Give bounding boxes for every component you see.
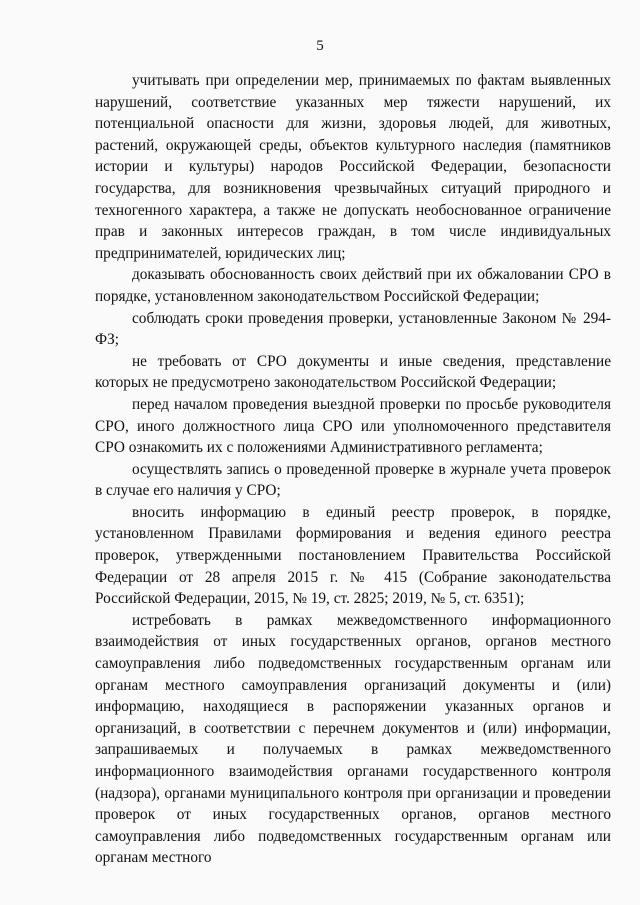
document-body	[95, 70, 611, 869]
paragraph: доказывать обоснованность своих действий при их обжаловании СРО в порядке, установленном законодательством Российской Федерации;	[95, 266, 611, 305]
paragraph: перед началом проведения выездной проверки по просьбе руководителя СРО, иного должностного лица СРО или уполномоченного представителя СРО ознакомить их с положениями Административного регламента;	[95, 395, 611, 457]
paragraph: осуществлять запись о проведенной проверке в журнале учета проверок в случае его наличия у СРО;	[95, 460, 611, 500]
paragraph: не требовать от СРО документы и иные сведения, представление которых не предусмотрено законодательством Российской Федерации;	[95, 352, 611, 392]
paragraph: вносить информацию в единый реестр проверок, в порядке, установленном Правилами формирования и ведения единого реестра проверок, утвержденными постановлением Правительства Российской Федерации от 28 апреля 2015 г. № 415 (Собрание законодательства Российской Федерации, 2015, № 19, ст. 2825; 2019, № 5, ст. 6351);	[95, 503, 611, 608]
page-number: 5	[316, 38, 324, 54]
paragraph: истребовать в рамках межведомственного информационного взаимодействия от иных государственных органов, органов местного самоуправления либо подведомственных государственным органам или органам местного самоуправления организаций документы и (или) информацию, находящиеся в распоряжении указанных органов и организаций, в соответствии с перечнем документов и (или) информации, запрашиваемых и получаемых в рамках межведомственного информационного взаимодействия органами государственного контроля (надзора), органами муниципального контроля при организации и проведении проверок от иных государственных органов, органов местного самоуправления либо подведомственных государственным органам или органам местного	[95, 611, 611, 867]
paragraph: соблюдать сроки проведения проверки, установленные Законом № 294-ФЗ;	[95, 309, 611, 349]
paragraph: учитывать при определении мер, принимаемых по фактам выявленных нарушений, соответствие указанных мер тяжести нарушений, их потенциальной опасности для жизни, здоровья людей, для животных, растений, окружающей среды, объектов культурного наследия (памятников истории и культуры) народов Российской Федерации, безопасности государства, для возникновения чрезвычайных ситуаций природного и техногенного характера, а также не допускать необоснованное ограничение прав и законных интересов граждан, в том числе индивидуальных предпринимателей, юридических лиц;	[95, 72, 611, 262]
